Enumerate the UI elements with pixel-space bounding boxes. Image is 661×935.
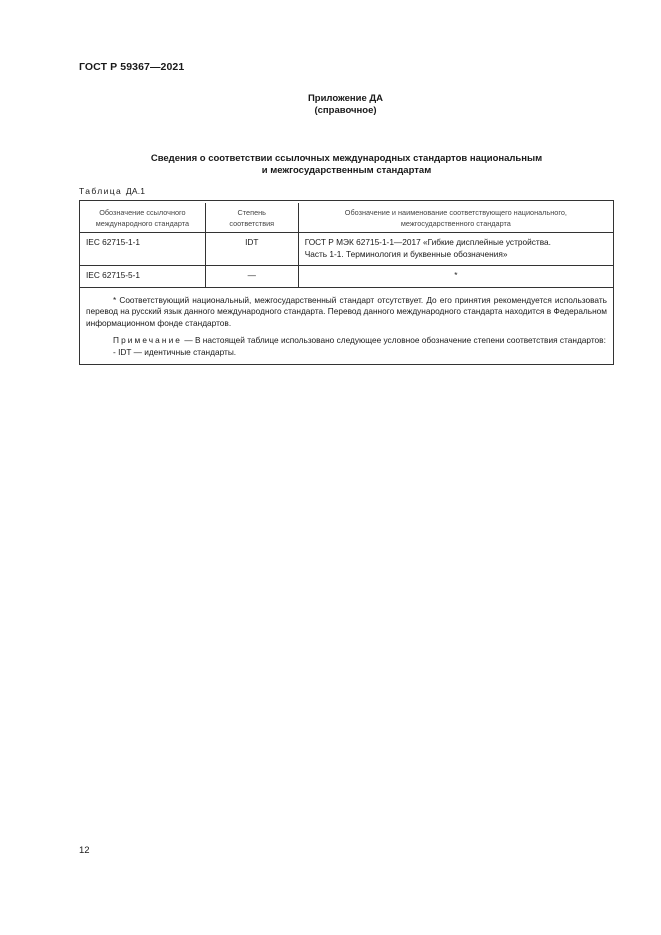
correspondence-table bbox=[79, 200, 614, 365]
note-item: - IDT — идентичные стандарты. bbox=[113, 346, 237, 357]
table-caption-number: ДА.1 bbox=[125, 186, 146, 196]
section-heading-line2: и межгосударственным стандартам bbox=[261, 165, 432, 176]
table-row bbox=[80, 266, 614, 288]
table-notes-row bbox=[80, 287, 614, 365]
annex-title: Приложение ДА bbox=[307, 93, 384, 104]
cell-national-standard: * bbox=[298, 266, 613, 288]
cell-national-standard: ГОСТ Р МЭК 62715-1-1—2017 «Гибкие дисплейные устройства. Часть 1-1. Терминология и буквенные обозначения» bbox=[298, 233, 613, 266]
note-label: Примечание bbox=[113, 335, 183, 345]
section-heading bbox=[79, 153, 614, 177]
cell-ref-standard: IEC 62715-1-1 bbox=[80, 233, 206, 266]
annex-heading bbox=[0, 93, 661, 117]
table-header-row bbox=[80, 203, 614, 233]
page-number: 12 bbox=[79, 845, 90, 856]
header-ref-standard: Обозначение ссылочного международного стандарта bbox=[80, 203, 206, 233]
table-row bbox=[80, 233, 614, 266]
table-caption bbox=[79, 186, 145, 196]
table-note bbox=[86, 335, 607, 347]
table-footnote: * Соответствующий национальный, межгосударственный стандарт отсутствует. До его принятия рекомендуется использовать перевод на русский язык данного международного стандарта. Перевод данного международного стандарта находится в Федеральном информационном фонде стандартов. bbox=[86, 294, 607, 328]
cell-degree: — bbox=[205, 266, 298, 288]
cell-ref-standard: IEC 62715-5-1 bbox=[80, 266, 206, 288]
section-heading-line1: Сведения о соответствии ссылочных международных стандартов национальным bbox=[150, 153, 543, 164]
annex-subtitle: (справочное) bbox=[314, 105, 377, 116]
table-caption-word: Таблица bbox=[79, 186, 123, 196]
cell-degree: IDT bbox=[205, 233, 298, 266]
header-national-standard: Обозначение и наименование соответствующего национального, межгосударственного стандарта bbox=[298, 203, 613, 233]
table-notes bbox=[80, 287, 614, 365]
header-degree: Степень соответствия bbox=[205, 203, 298, 233]
note-text: — В настоящей таблице использовано следующее условное обозначение степени соответствия стандартов: bbox=[182, 335, 606, 345]
document-code: ГОСТ Р 59367—2021 bbox=[79, 61, 185, 73]
